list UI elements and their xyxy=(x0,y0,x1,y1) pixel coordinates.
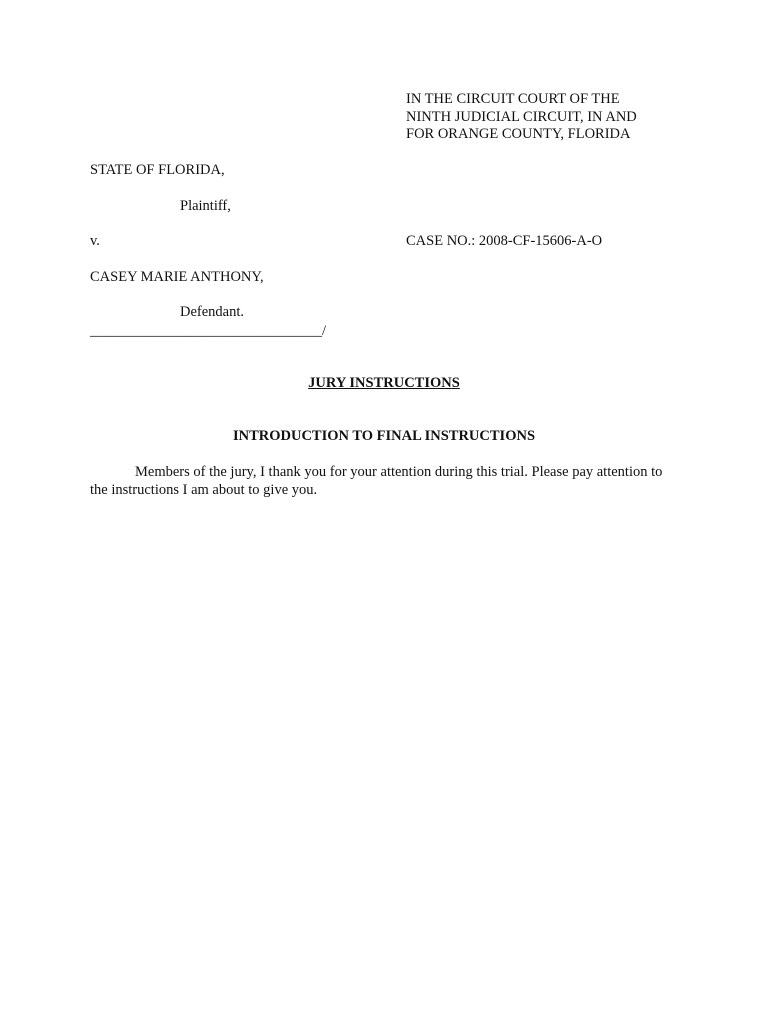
court-line-2: NINTH JUDICIAL CIRCUIT, IN AND xyxy=(406,108,637,125)
defendant-role: Defendant. xyxy=(180,304,245,320)
plaintiff-role: Plaintiff, xyxy=(180,198,231,214)
defendant-name: CASEY MARIE ANTHONY, xyxy=(90,269,264,285)
body-paragraph: Members of the jury, I thank you for your attention during this trial. Please pay attention to the instructions I am about to give you. xyxy=(90,464,663,498)
section-heading: INTRODUCTION TO FINAL INSTRUCTIONS xyxy=(232,428,536,444)
court-line-1: IN THE CIRCUIT COURT OF THE xyxy=(406,91,620,107)
page-title: JURY INSTRUCTIONS xyxy=(308,375,460,391)
caption-signature-line: ________________________________/ xyxy=(90,323,327,339)
plaintiff-name: STATE OF FLORIDA, xyxy=(90,162,225,178)
court-header xyxy=(406,91,637,144)
case-number: CASE NO.: 2008-CF-15606-A-O xyxy=(406,233,603,249)
versus: v. xyxy=(90,233,100,249)
court-line-3: FOR ORANGE COUNTY, FLORIDA xyxy=(406,126,631,143)
